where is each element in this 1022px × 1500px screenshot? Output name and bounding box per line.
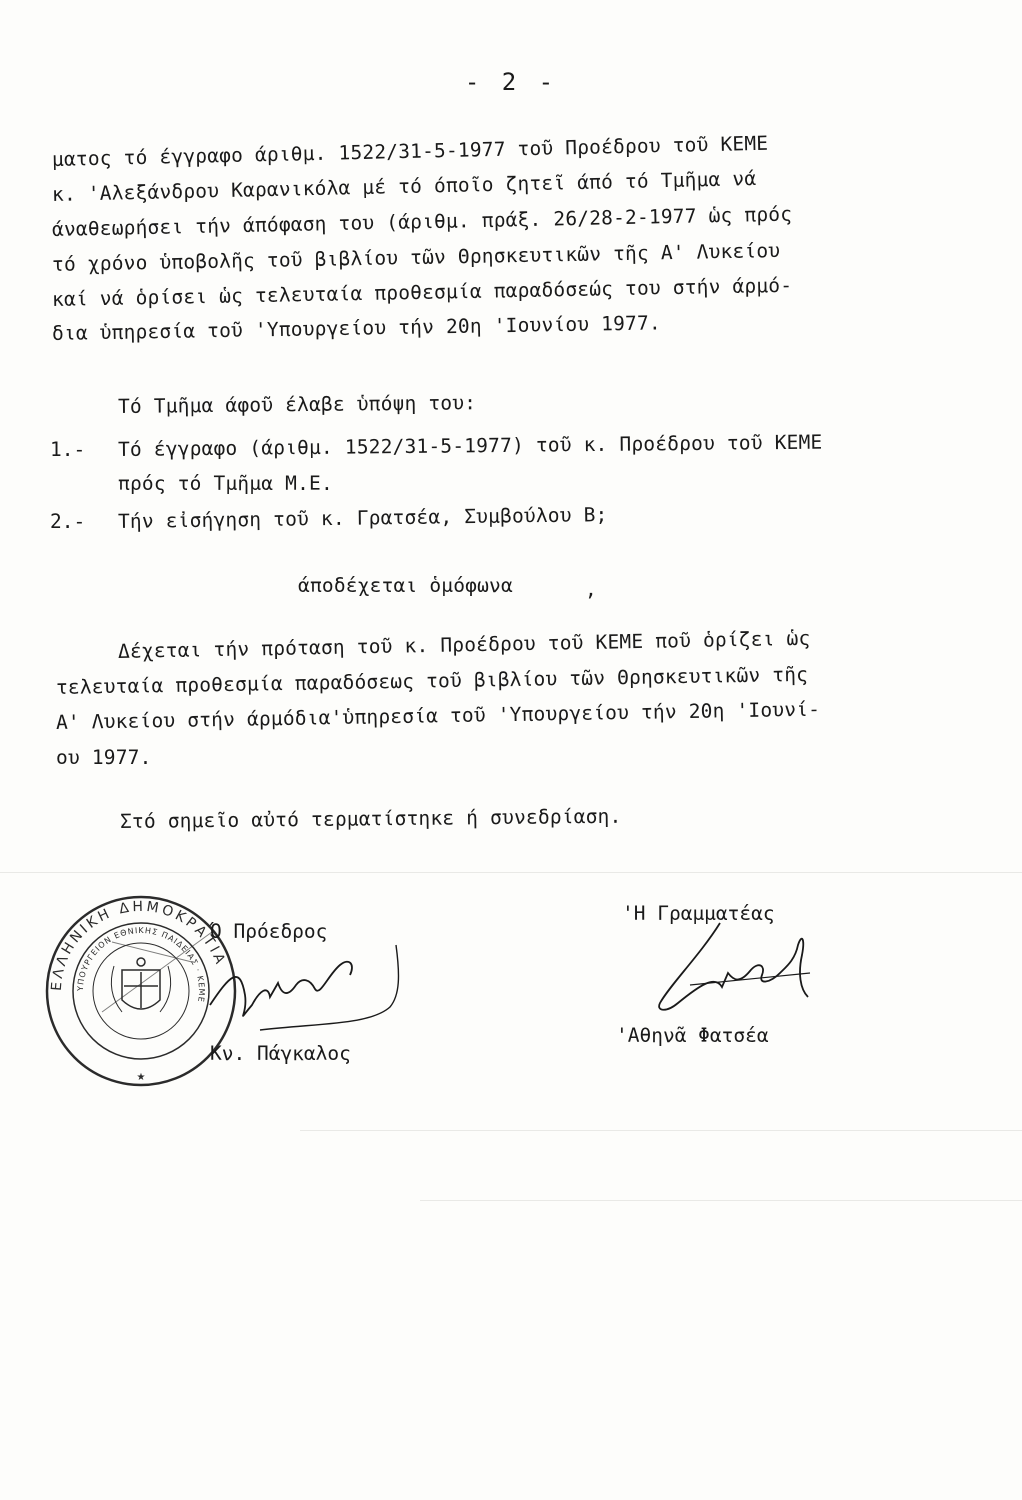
list-item-line: πρός τό Τμῆμα Μ.Ε. (118, 472, 333, 495)
accepts-line: Α' Λυκείου στήν άρμόδια'ὑπηρεσία τοῦ 'Υπουργείου τήν 20η 'Ιουνί- (55, 697, 821, 734)
accepts-line: ου 1977. (56, 746, 152, 769)
intro-line: καί νά ὁρίσει ὡς τελευταία προθεσμία παραδόσεώς του στήν άρμό- (51, 273, 793, 311)
secretary-title: 'Η Γραμματέας (622, 902, 775, 925)
secretary-signature (630, 915, 830, 1025)
list-item-line: Τό έγγραφο (άριθμ. 1522/31-5-1977) τοῦ κ. Προέδρου τοῦ ΚΕΜΕ (117, 430, 823, 461)
intro-line: τό χρόνο ὑποβολῆς τοῦ βιβλίου τῶν Θρησκευτικῶν τῆς Α' Λυκείου (51, 239, 781, 276)
intro-line: άναθεωρήσει τήν άπόφαση του (άριθμ. πράξ. 26/28-2-1977 ὡς πρός (51, 202, 793, 241)
svg-text:★: ★ (136, 1072, 146, 1083)
list-item-number: 1.- (50, 438, 86, 461)
scan-streak (420, 1200, 1022, 1201)
scan-streak (300, 1130, 1022, 1131)
decision-word: άποδέχεται ὁμόφωνα (298, 574, 513, 597)
scan-streak (0, 872, 1022, 873)
president-signature (200, 935, 420, 1055)
accepts-line: τελευταία προθεσμία παραδόσεως τοῦ βιβλίου τῶν Θρησκευτικῶν τῆς (55, 662, 809, 699)
considered-line: Τό Τμῆμα άφοῦ έλαβε ὑπόψη του: (117, 391, 477, 418)
list-item-line: Τήν εἰσήγηση τοῦ κ. Γρατσέα, Συμβούλου Β; (117, 503, 608, 533)
intro-line: κ. 'Αλεξάνδρου Καρανικόλα μέ τό όποῖο ζητεῖ άπό τό Τμῆμα νά (51, 167, 757, 206)
closing-line: Στό σημεῖο αὐτό τερματίστηκε ή συνεδρίαση. (119, 804, 622, 833)
intro-line: δια ὑπηρεσία τοῦ 'Υπουργείου τήν 20η 'Ιουνίου 1977. (51, 311, 662, 345)
president-name: Κν. Πάγκαλος (210, 1042, 351, 1065)
list-item-number: 2.- (50, 510, 86, 533)
decision-comma: , (585, 578, 597, 601)
intro-line: ματος τό έγγραφο άριθμ. 1522/31-5-1977 τοῦ Προέδρου τοῦ ΚΕΜΕ (51, 131, 769, 171)
page-number: - 2 - (464, 68, 558, 96)
seal-inner-text: ΥΠΟΥΡΓΕΙΟΝ ΕΘΝΙΚΗΣ ΠΑΙΔΕΙΑΣ · ΚΕΜΕ (75, 925, 207, 1004)
accepts-line: Δέχεται τήν πρόταση τοῦ κ. Προέδρου τοῦ ΚΕΜΕ ποῦ ὁρίζει ὡς (117, 626, 811, 663)
secretary-name: 'Αθηνᾶ Φατσέα (616, 1024, 769, 1047)
seal-outer-text: ΕΛΛΗΝΙΚΗ ΔΗΜΟΚΡΑΤΙΑ (48, 898, 229, 992)
president-title: Ό Πρόεδρος (210, 920, 328, 943)
seal-emblem (111, 958, 170, 1012)
